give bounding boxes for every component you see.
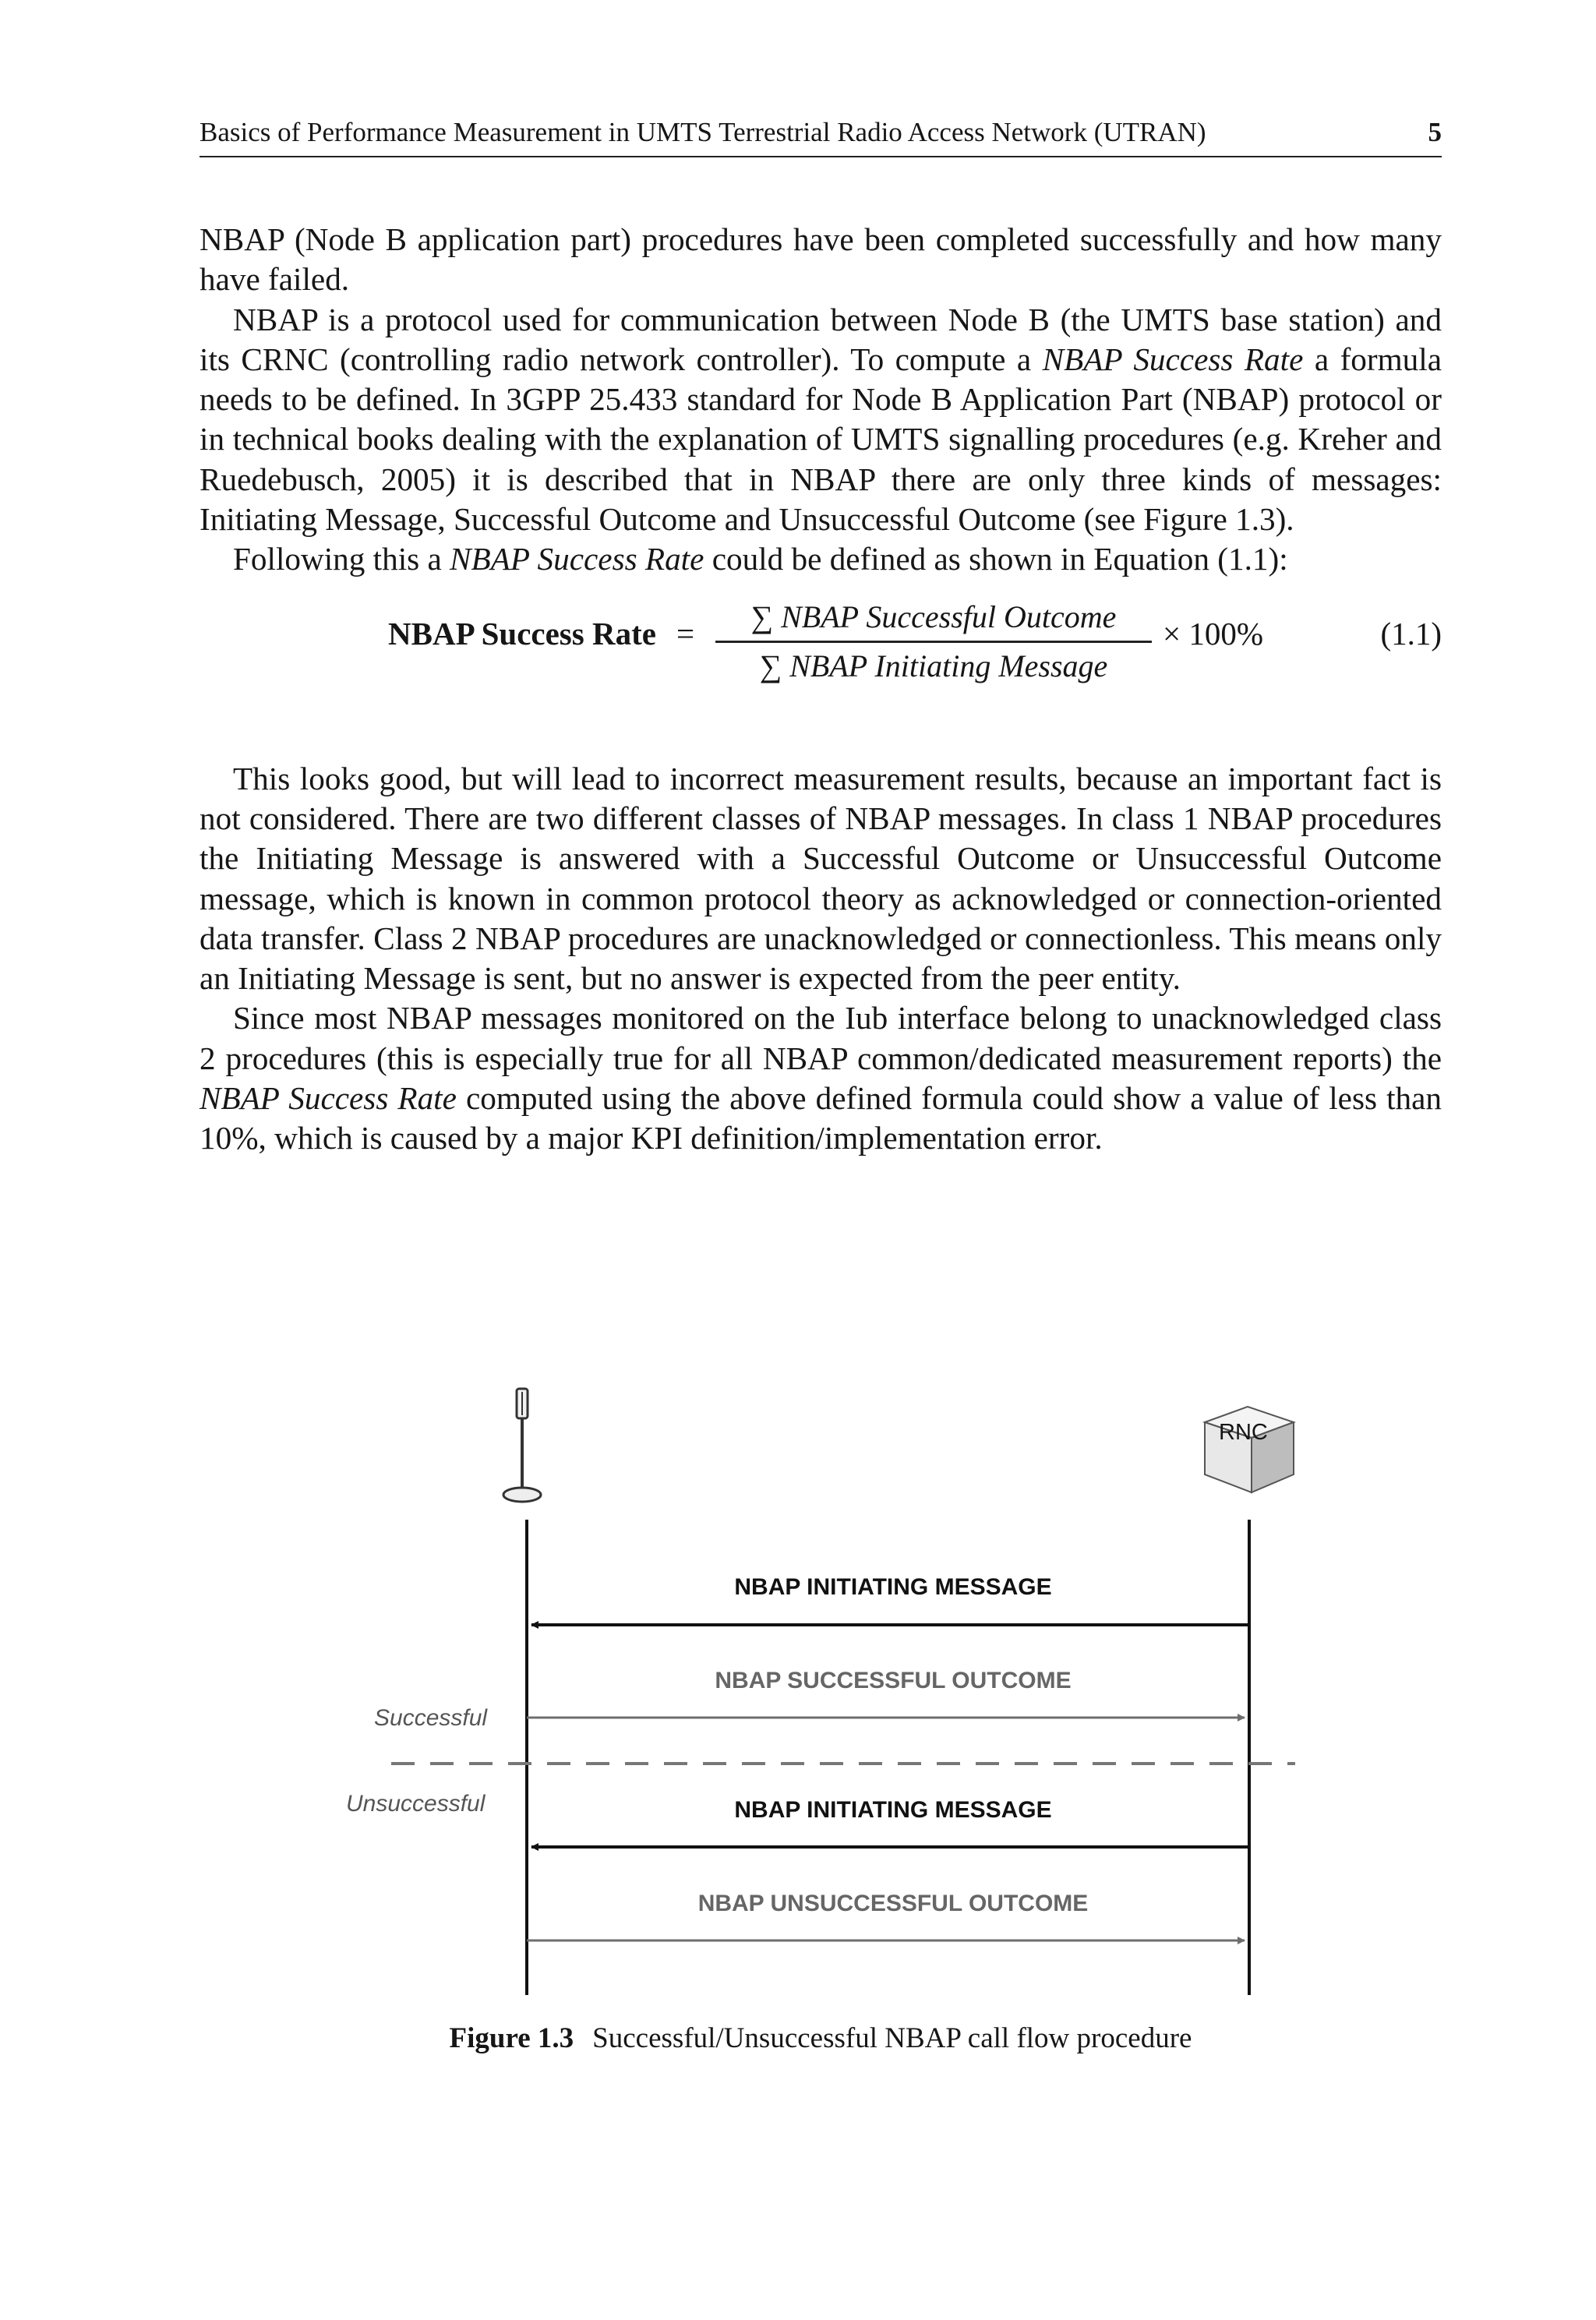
msg-initiating-1: NBAP INITIATING MESSAGE bbox=[734, 1574, 1052, 1600]
paragraph-4: This looks good, but will lead to incorrect measurement results, because an important fact is not considered. There are two different classes of NBAP messages. In class 1 NBAP procedures the Initiating Message is answered with a Successful Outcome or Unsuccessful Outcome message, which is known in common protocol theory as acknowledged or connection-oriented data transfer. Class 2 NBAP procedures are unacknowledged or connectionless. This means only an Initiating Message is sent, but no answer is expected from the peer entity. bbox=[200, 760, 1442, 997]
running-title: Basics of Performance Measurement in UMTS Terrestrial Radio Access Network (UTRAN) bbox=[200, 117, 1206, 147]
equation-times-100: × 100% bbox=[1163, 615, 1264, 652]
page-number: 5 bbox=[1428, 117, 1442, 147]
sigma-symbol: ∑ bbox=[759, 648, 782, 683]
paragraph-3-a: Following this a bbox=[233, 541, 450, 577]
rnc-label: RNC bbox=[1219, 1420, 1268, 1445]
equation-lhs: NBAP Success Rate bbox=[388, 615, 656, 652]
sigma-symbol: ∑ bbox=[750, 599, 774, 634]
figure-caption bbox=[200, 2022, 1442, 2055]
numerator-text: NBAP Successful Outcome bbox=[781, 599, 1117, 634]
paragraph-5-a: Since most NBAP messages monitored on the Iub interface belong to unacknowledged class 2 procedures (this is especially true for all NBAP common/dedicated measurement reports) the bbox=[200, 1000, 1442, 1076]
paragraph-2-a: NBAP is a protocol used for communication between Node B (the UMTS base station) and its CRNC (controlling radio network controller). To compute a bbox=[200, 301, 1442, 377]
paragraph-3-b: could be defined as shown in Equation (1.1): bbox=[704, 541, 1288, 577]
denominator-text: NBAP Initiating Message bbox=[789, 648, 1108, 683]
equation-numerator bbox=[715, 599, 1152, 636]
side-label-successful: Successful bbox=[374, 1705, 488, 1731]
body-text bbox=[200, 220, 1442, 1159]
paragraph-2-term: NBAP Success Rate bbox=[1042, 341, 1304, 377]
paragraph-5-b: computed using the above defined formula could show a value of less than 10%, which is caused by a major KPI definition/implementation error. bbox=[200, 1080, 1442, 1156]
equation-fraction bbox=[715, 599, 1152, 685]
msg-initiating-2: NBAP INITIATING MESSAGE bbox=[734, 1797, 1052, 1823]
fraction-bar bbox=[715, 641, 1152, 643]
paragraph-5-term: NBAP Success Rate bbox=[200, 1080, 457, 1117]
equation-denominator bbox=[715, 648, 1152, 685]
paragraph-3-term: NBAP Success Rate bbox=[450, 541, 704, 577]
msg-unsuccessful-outcome: NBAP UNSUCCESSFUL OUTCOME bbox=[697, 1891, 1089, 1916]
equation-equals: = bbox=[676, 615, 695, 652]
node-b-antenna-icon bbox=[503, 1389, 541, 1502]
paragraph-1: NBAP (Node B application part) procedures have been completed successfully and how many have failed. bbox=[200, 221, 1442, 298]
running-header bbox=[200, 117, 1442, 157]
paragraph-3 bbox=[200, 539, 1442, 579]
msg-successful-outcome: NBAP SUCCESSFUL OUTCOME bbox=[715, 1668, 1072, 1693]
figure-1-3 bbox=[200, 1379, 1442, 2050]
paragraph-2-b: a formula needs to be defined. In 3GPP 25.433 standard for Node B Application Part (NBAP) protocol or in technical books dealing with the explanation of UMTS signalling procedures (e.g. Kreher and Ruedebusch, 2005) it is described that in NBAP there are only three kinds of messages: Initiating Message, Successful Outcome and Unsuccessful Outcome (see Figure 1.3). bbox=[200, 341, 1442, 538]
paragraph-2 bbox=[200, 300, 1442, 540]
equation-1-1 bbox=[200, 599, 1442, 720]
caption-text: Successful/Unsuccessful NBAP call flow procedure bbox=[592, 2022, 1192, 2054]
paragraph-5 bbox=[200, 998, 1442, 1158]
equation-number: (1.1) bbox=[1380, 615, 1442, 652]
caption-number: Figure 1.3 bbox=[449, 2022, 574, 2054]
side-label-unsuccessful: Unsuccessful bbox=[346, 1791, 486, 1817]
